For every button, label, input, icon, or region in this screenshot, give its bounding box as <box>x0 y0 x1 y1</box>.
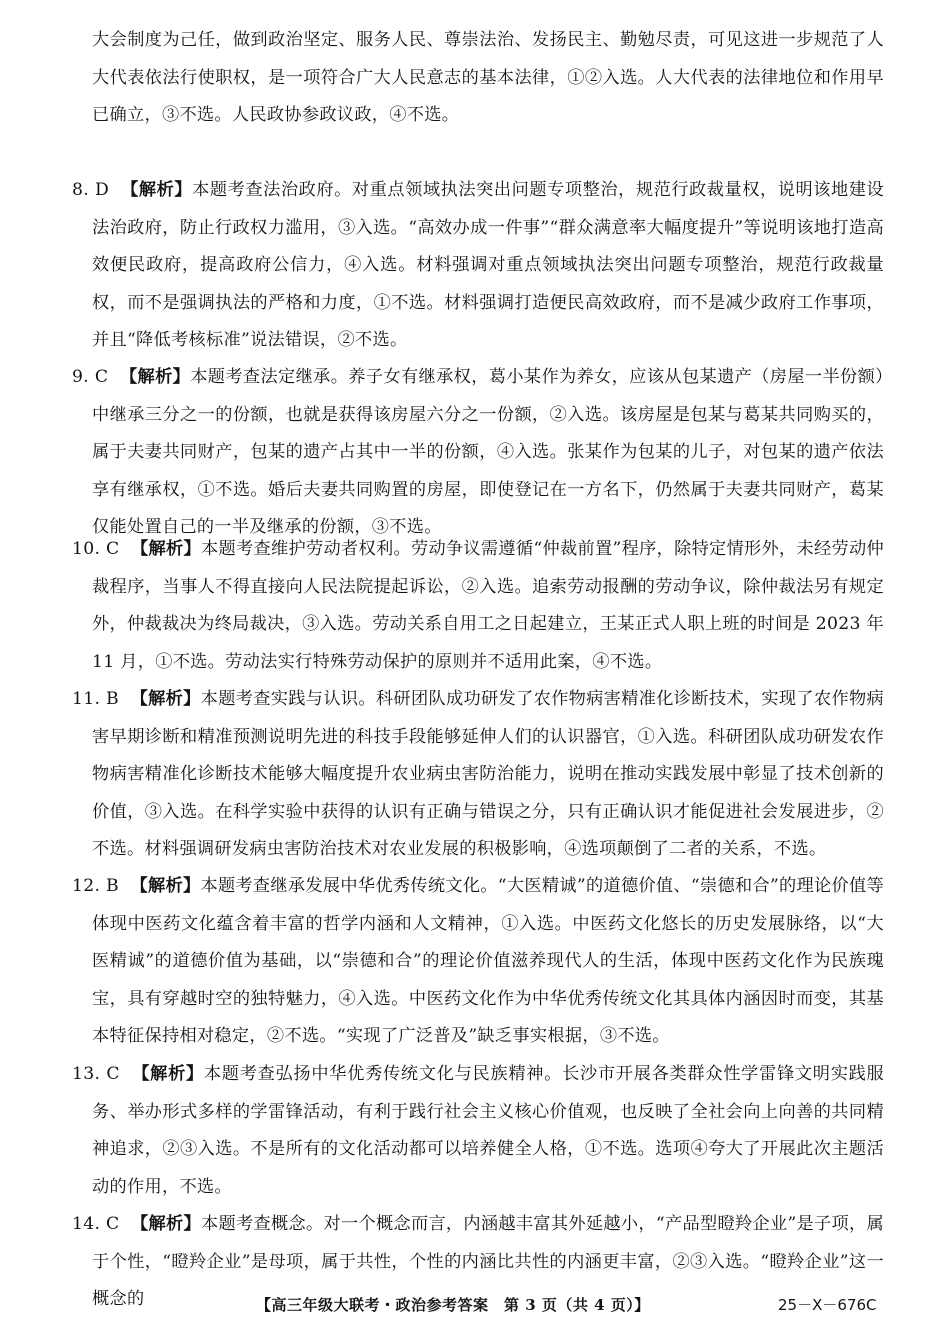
question-number: 11. B <box>72 689 119 709</box>
analysis-tag: 【解析】 <box>131 1214 201 1234</box>
analysis-tag: 【解析】 <box>131 539 201 559</box>
answer-12 <box>72 868 884 1056</box>
paragraph-text: 本题考查维护劳动者权利。劳动争议需遵循“仲裁前置”程序，除特定情形外，未经劳动仲裁程序，当事人不得直接向人民法院提起诉讼，②入选。追索劳动报酬的劳动争议，除仲裁法另有规定外，仲裁裁决为终局裁决，③入选。劳动关系自用工之日起建立，王某正式人职上班的时间是 2023 年 11 月，①不选。劳动法实行特殊劳动保护的原则并不适用此案，④不选。 <box>92 539 885 672</box>
analysis-tag: 【解析】 <box>130 876 201 896</box>
question-number: 13. C <box>72 1064 120 1084</box>
paragraph-text: 本题考查概念。对一个概念而言，内涵越丰富其外延越小，“产品型瞪羚企业”是子项，属于个性，“瞪羚企业”是母项，属于共性，个性的内涵比共性的内涵更丰富，②③入选。“瞪羚企业”这一概念的 <box>92 1214 885 1309</box>
analysis-tag: 【解析】 <box>130 689 201 709</box>
page-footer <box>0 1294 950 1324</box>
question-number: 9. C <box>72 367 109 387</box>
footer-title: 【高三年级大联考・政治参考答案 第 3 页（共 4 页）】 <box>256 1296 650 1314</box>
answer-9 <box>72 359 884 547</box>
answer-11 <box>72 681 884 869</box>
analysis-tag: 【解析】 <box>121 180 193 200</box>
paragraph-text: 本题考查法治政府。对重点领域执法突出问题专项整治，规范行政裁量权，说明该地建设法治政府，防止行政权力滥用，③入选。“高效办成一件事”“群众满意率大幅度提升”等说明该地打造高效便民政府，提高政府公信力，④入选。材料强调对重点领域执法突出问题专项整治，规范行政裁量权，而不是强调执法的严格和力度，①不选。材料强调打造便民高效政府，而不是减少政府工作事项，并且“降低考核标准”说法错误，②不选。 <box>92 180 885 350</box>
question-number: 12. B <box>72 876 119 896</box>
answer-13 <box>72 1056 884 1206</box>
analysis-tag: 【解析】 <box>132 1064 204 1084</box>
paragraph-text: 本题考查法定继承。养子女有继承权，葛小某作为养女，应该从包某遗产（房屋一半份额）中继承三分之一的份额，也就是获得该房屋六分之一份额，②入选。该房屋是包某与葛某共同购买的，属于夫妻共同财产，包某的遗产占其中一半的份额，④入选。张某作为包某的儿子，对包某的遗产依法享有继承权，①不选。婚后夫妻共同购置的房屋，即使登记在一方名下，仍然属于夫妻共同财产，葛某仅能处置自己的一半及继承的份额，③不选。 <box>92 367 885 537</box>
question-number: 8. D <box>72 180 110 200</box>
footer-code: 25－X－676C <box>778 1296 877 1314</box>
answer-8 <box>72 172 884 360</box>
answer-10 <box>72 531 884 681</box>
analysis-tag: 【解析】 <box>119 367 191 387</box>
question-number: 10. C <box>72 539 120 559</box>
question-number: 14. C <box>72 1214 120 1234</box>
paragraph-text: 本题考查弘扬中华优秀传统文化与民族精神。长沙市开展各类群众性学雷锋文明实践服务、举办形式多样的学雷锋活动，有利于践行社会主义核心价值观，也反映了全社会向上向善的共同精神追求，②③入选。不是所有的文化活动都可以培养健全人格，①不选。选项④夸大了开展此次主题活动的作用，不选。 <box>92 1064 885 1197</box>
paragraph-text: 本题考查继承发展中华优秀传统文化。“大医精诚”的道德价值、“崇德和合”的理论价值等体现中医药文化蕴含着丰富的哲学内涵和人文精神，①入选。中医药文化悠长的历史发展脉络，以“大医精诚”的道德价值为基础，以“崇德和合”的理论价值滋养现代人的生活，体现中医药文化作为民族瑰宝，具有穿越时空的独特魅力，④入选。中医药文化作为中华优秀传统文化其具体内涵因时而变，其基本特征保持相对稳定，②不选。“实现了广泛普及”缺乏事实根据，③不选。 <box>92 876 885 1046</box>
paragraph-text: 本题考查实践与认识。科研团队成功研发了农作物病害精准化诊断技术，实现了农作物病害早期诊断和精准预测说明先进的科技手段能够延伸人们的认识器官，①入选。科研团队成功研发农作物病害精准化诊断技术能够大幅度提升农业病虫害防治能力，说明在推动实践发展中彰显了技术创新的价值，③入选。在科学实验中获得的认识有正确与错误之分，只有正确认识才能促进社会发展进步，②不选。材料强调研发病虫害防治技术对农业发展的积极影响，④选项颠倒了二者的关系，不选。 <box>92 689 885 859</box>
paragraph-text: 大会制度为己任，做到政治坚定、服务人民、尊崇法治、发扬民主、勤勉尽责，可见这进一步规范了人大代表依法行使职权，是一项符合广大人民意志的基本法律，①②入选。人大代表的法律地位和作用早已确立，③不选。人民政协参政议政，④不选。 <box>92 30 884 125</box>
paragraph-continuation <box>92 22 884 135</box>
